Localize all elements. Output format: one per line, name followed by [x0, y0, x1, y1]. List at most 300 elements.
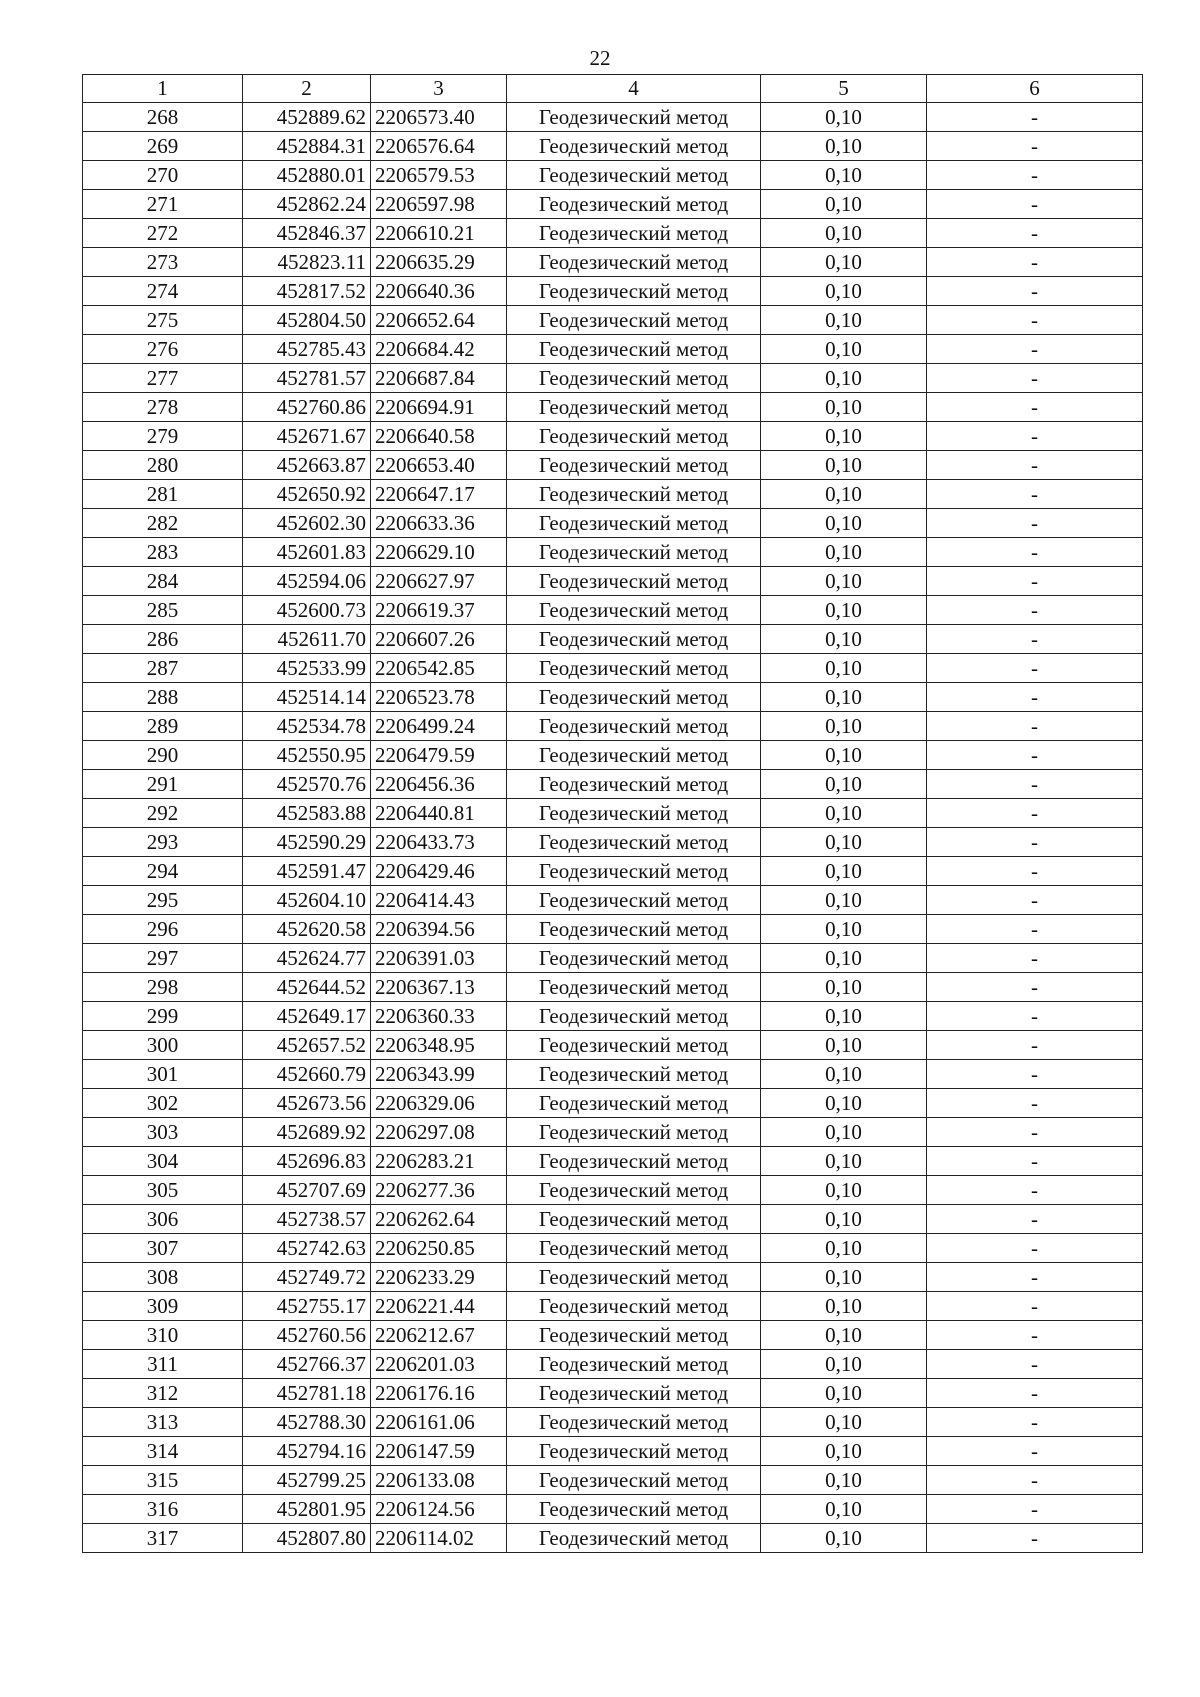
table-cell-col-6: -: [927, 1089, 1143, 1118]
table-row: [83, 799, 1143, 828]
table-cell-col-2: 452794.16: [243, 1437, 371, 1466]
table-cell-col-3: 2206652.64: [371, 306, 507, 335]
table-cell-col-6: -: [927, 335, 1143, 364]
table-cell-col-3: 2206640.36: [371, 277, 507, 306]
table-cell-col-2: 452657.52: [243, 1031, 371, 1060]
table-cell-col-4: Геодезический метод: [507, 1234, 761, 1263]
table-cell-col-5: 0,10: [761, 1292, 927, 1321]
table-cell-col-1: 280: [83, 451, 243, 480]
table-cell-col-5: 0,10: [761, 1060, 927, 1089]
table-cell-col-5: 0,10: [761, 654, 927, 683]
table-cell-col-3: 2206694.91: [371, 393, 507, 422]
table-cell-col-6: -: [927, 1495, 1143, 1524]
table-cell-col-5: 0,10: [761, 161, 927, 190]
column-header-5: 5: [761, 75, 927, 103]
table-cell-col-5: 0,10: [761, 1002, 927, 1031]
table-cell-col-4: Геодезический метод: [507, 509, 761, 538]
table-cell-col-6: -: [927, 944, 1143, 973]
table-cell-col-5: 0,10: [761, 741, 927, 770]
table-cell-col-3: 2206429.46: [371, 857, 507, 886]
table-cell-col-6: -: [927, 538, 1143, 567]
table-cell-col-1: 296: [83, 915, 243, 944]
table-cell-col-2: 452801.95: [243, 1495, 371, 1524]
table-header: [83, 75, 1143, 103]
table-cell-col-5: 0,10: [761, 393, 927, 422]
table-cell-col-1: 290: [83, 741, 243, 770]
table-cell-col-6: -: [927, 1176, 1143, 1205]
table-cell-col-2: 452591.47: [243, 857, 371, 886]
table-cell-col-5: 0,10: [761, 625, 927, 654]
table-cell-col-6: -: [927, 1002, 1143, 1031]
table-cell-col-6: -: [927, 596, 1143, 625]
column-header-1: 1: [83, 75, 243, 103]
table-row: [83, 1495, 1143, 1524]
table-cell-col-4: Геодезический метод: [507, 1118, 761, 1147]
table-cell-col-1: 282: [83, 509, 243, 538]
table-cell-col-1: 313: [83, 1408, 243, 1437]
table-cell-col-5: 0,10: [761, 1408, 927, 1437]
table-cell-col-5: 0,10: [761, 1176, 927, 1205]
table-cell-col-4: Геодезический метод: [507, 1379, 761, 1408]
header-row: [83, 75, 1143, 103]
table-cell-col-4: Геодезический метод: [507, 1031, 761, 1060]
table-cell-col-6: -: [927, 741, 1143, 770]
table-cell-col-2: 452550.95: [243, 741, 371, 770]
table-cell-col-5: 0,10: [761, 422, 927, 451]
table-cell-col-1: 294: [83, 857, 243, 886]
table-cell-col-6: -: [927, 1379, 1143, 1408]
table-cell-col-3: 2206635.29: [371, 248, 507, 277]
table-cell-col-1: 311: [83, 1350, 243, 1379]
table-row: [83, 1147, 1143, 1176]
table-row: [83, 132, 1143, 161]
table-cell-col-2: 452760.56: [243, 1321, 371, 1350]
table-cell-col-6: -: [927, 103, 1143, 132]
table-cell-col-1: 286: [83, 625, 243, 654]
table-cell-col-1: 297: [83, 944, 243, 973]
table-row: [83, 1089, 1143, 1118]
table-cell-col-2: 452880.01: [243, 161, 371, 190]
table-cell-col-4: Геодезический метод: [507, 799, 761, 828]
table-cell-col-2: 452570.76: [243, 770, 371, 799]
table-cell-col-2: 452823.11: [243, 248, 371, 277]
table-cell-col-4: Геодезический метод: [507, 625, 761, 654]
column-header-3: 3: [371, 75, 507, 103]
table-cell-col-2: 452590.29: [243, 828, 371, 857]
table-cell-col-5: 0,10: [761, 712, 927, 741]
table-cell-col-6: -: [927, 1118, 1143, 1147]
table-cell-col-5: 0,10: [761, 364, 927, 393]
table-cell-col-6: -: [927, 1147, 1143, 1176]
table-cell-col-3: 2206433.73: [371, 828, 507, 857]
table-cell-col-3: 2206653.40: [371, 451, 507, 480]
column-header-2: 2: [243, 75, 371, 103]
table-row: [83, 1234, 1143, 1263]
table-cell-col-4: Геодезический метод: [507, 567, 761, 596]
table-cell-col-3: 2206201.03: [371, 1350, 507, 1379]
table-cell-col-5: 0,10: [761, 451, 927, 480]
table-cell-col-2: 452799.25: [243, 1466, 371, 1495]
table-cell-col-5: 0,10: [761, 799, 927, 828]
table-cell-col-5: 0,10: [761, 1466, 927, 1495]
table-cell-col-1: 308: [83, 1263, 243, 1292]
table-cell-col-1: 271: [83, 190, 243, 219]
table-cell-col-5: 0,10: [761, 915, 927, 944]
table-cell-col-6: -: [927, 306, 1143, 335]
table-row: [83, 1205, 1143, 1234]
table-cell-col-2: 452644.52: [243, 973, 371, 1002]
table-cell-col-2: 452862.24: [243, 190, 371, 219]
table-cell-col-2: 452846.37: [243, 219, 371, 248]
table-row: [83, 1524, 1143, 1553]
table-cell-col-5: 0,10: [761, 828, 927, 857]
table-row: [83, 393, 1143, 422]
table-cell-col-3: 2206277.36: [371, 1176, 507, 1205]
table-cell-col-1: 284: [83, 567, 243, 596]
table-cell-col-5: 0,10: [761, 1321, 927, 1350]
table-cell-col-3: 2206499.24: [371, 712, 507, 741]
table-row: [83, 538, 1143, 567]
table-row: [83, 915, 1143, 944]
table-row: [83, 219, 1143, 248]
table-row: [83, 1176, 1143, 1205]
table-cell-col-5: 0,10: [761, 538, 927, 567]
table-cell-col-5: 0,10: [761, 1495, 927, 1524]
table-cell-col-3: 2206176.16: [371, 1379, 507, 1408]
table-cell-col-3: 2206629.10: [371, 538, 507, 567]
table-cell-col-5: 0,10: [761, 103, 927, 132]
table-cell-col-4: Геодезический метод: [507, 683, 761, 712]
table-cell-col-5: 0,10: [761, 132, 927, 161]
table-cell-col-4: Геодезический метод: [507, 1350, 761, 1379]
table-cell-col-2: 452594.06: [243, 567, 371, 596]
table-cell-col-6: -: [927, 799, 1143, 828]
table-cell-col-3: 2206329.06: [371, 1089, 507, 1118]
table-cell-col-2: 452604.10: [243, 886, 371, 915]
table-cell-col-3: 2206523.78: [371, 683, 507, 712]
table-cell-col-3: 2206479.59: [371, 741, 507, 770]
table-cell-col-1: 302: [83, 1089, 243, 1118]
table-cell-col-6: -: [927, 393, 1143, 422]
table-cell-col-1: 289: [83, 712, 243, 741]
table-cell-col-1: 274: [83, 277, 243, 306]
table-cell-col-5: 0,10: [761, 190, 927, 219]
table-cell-col-2: 452742.63: [243, 1234, 371, 1263]
table-cell-col-4: Геодезический метод: [507, 306, 761, 335]
table-cell-col-2: 452650.92: [243, 480, 371, 509]
column-header-6: 6: [927, 75, 1143, 103]
table-cell-col-2: 452649.17: [243, 1002, 371, 1031]
table-cell-col-1: 315: [83, 1466, 243, 1495]
table-cell-col-6: -: [927, 1234, 1143, 1263]
table-cell-col-3: 2206633.36: [371, 509, 507, 538]
table-cell-col-4: Геодезический метод: [507, 1089, 761, 1118]
table-cell-col-5: 0,10: [761, 886, 927, 915]
table-row: [83, 335, 1143, 364]
table-cell-col-1: 281: [83, 480, 243, 509]
table-cell-col-5: 0,10: [761, 857, 927, 886]
table-cell-col-6: -: [927, 248, 1143, 277]
table-row: [83, 161, 1143, 190]
table-row: [83, 683, 1143, 712]
table-cell-col-3: 2206283.21: [371, 1147, 507, 1176]
table-cell-col-2: 452889.62: [243, 103, 371, 132]
table-cell-col-5: 0,10: [761, 480, 927, 509]
table-cell-col-4: Геодезический метод: [507, 1205, 761, 1234]
table-cell-col-3: 2206684.42: [371, 335, 507, 364]
table-row: [83, 886, 1143, 915]
table-row: [83, 1321, 1143, 1350]
table-cell-col-3: 2206627.97: [371, 567, 507, 596]
table-row: [83, 364, 1143, 393]
table-cell-col-1: 292: [83, 799, 243, 828]
table-body: [83, 103, 1143, 1553]
table-cell-col-6: -: [927, 1437, 1143, 1466]
table-row: [83, 480, 1143, 509]
table-cell-col-5: 0,10: [761, 335, 927, 364]
table-cell-col-4: Геодезический метод: [507, 364, 761, 393]
table-cell-col-4: Геодезический метод: [507, 1002, 761, 1031]
table-cell-col-1: 273: [83, 248, 243, 277]
table-cell-col-1: 283: [83, 538, 243, 567]
table-cell-col-1: 279: [83, 422, 243, 451]
table-cell-col-6: -: [927, 654, 1143, 683]
table-cell-col-5: 0,10: [761, 596, 927, 625]
table-cell-col-4: Геодезический метод: [507, 712, 761, 741]
table-cell-col-6: -: [927, 683, 1143, 712]
table-cell-col-2: 452760.86: [243, 393, 371, 422]
table-cell-col-2: 452600.73: [243, 596, 371, 625]
table-cell-col-3: 2206619.37: [371, 596, 507, 625]
table-cell-col-1: 293: [83, 828, 243, 857]
table-cell-col-5: 0,10: [761, 944, 927, 973]
table-cell-col-2: 452663.87: [243, 451, 371, 480]
table-cell-col-2: 452766.37: [243, 1350, 371, 1379]
table-cell-col-6: -: [927, 1205, 1143, 1234]
table-cell-col-5: 0,10: [761, 1234, 927, 1263]
table-cell-col-2: 452673.56: [243, 1089, 371, 1118]
table-row: [83, 654, 1143, 683]
table-cell-col-4: Геодезический метод: [507, 973, 761, 1002]
table-cell-col-2: 452583.88: [243, 799, 371, 828]
table-cell-col-6: -: [927, 1060, 1143, 1089]
table-row: [83, 857, 1143, 886]
table-cell-col-4: Геодезический метод: [507, 190, 761, 219]
table-cell-col-1: 305: [83, 1176, 243, 1205]
table-cell-col-2: 452611.70: [243, 625, 371, 654]
table-cell-col-4: Геодезический метод: [507, 1263, 761, 1292]
table-cell-col-3: 2206579.53: [371, 161, 507, 190]
table-cell-col-3: 2206343.99: [371, 1060, 507, 1089]
table-cell-col-3: 2206573.40: [371, 103, 507, 132]
table-cell-col-1: 275: [83, 306, 243, 335]
table-cell-col-6: -: [927, 509, 1143, 538]
table-row: [83, 190, 1143, 219]
table-cell-col-2: 452807.80: [243, 1524, 371, 1553]
table-cell-col-3: 2206297.08: [371, 1118, 507, 1147]
table-row: [83, 828, 1143, 857]
table-cell-col-1: 304: [83, 1147, 243, 1176]
table-cell-col-5: 0,10: [761, 277, 927, 306]
table-cell-col-4: Геодезический метод: [507, 422, 761, 451]
table-cell-col-4: Геодезический метод: [507, 1176, 761, 1205]
table-cell-col-1: 276: [83, 335, 243, 364]
table-cell-col-6: -: [927, 480, 1143, 509]
table-cell-col-4: Геодезический метод: [507, 132, 761, 161]
table-cell-col-5: 0,10: [761, 509, 927, 538]
table-cell-col-5: 0,10: [761, 219, 927, 248]
table-cell-col-4: Геодезический метод: [507, 1408, 761, 1437]
table-cell-col-1: 287: [83, 654, 243, 683]
table-cell-col-4: Геодезический метод: [507, 770, 761, 799]
table-cell-col-2: 452884.31: [243, 132, 371, 161]
table-cell-col-4: Геодезический метод: [507, 103, 761, 132]
table-cell-col-2: 452601.83: [243, 538, 371, 567]
table-row: [83, 1031, 1143, 1060]
table-cell-col-1: 314: [83, 1437, 243, 1466]
table-cell-col-4: Геодезический метод: [507, 1437, 761, 1466]
table-cell-col-5: 0,10: [761, 1350, 927, 1379]
table-cell-col-3: 2206147.59: [371, 1437, 507, 1466]
table-cell-col-4: Геодезический метод: [507, 393, 761, 422]
table-cell-col-6: -: [927, 422, 1143, 451]
table-cell-col-5: 0,10: [761, 1437, 927, 1466]
table-cell-col-2: 452660.79: [243, 1060, 371, 1089]
table-cell-col-4: Геодезический метод: [507, 857, 761, 886]
table-row: [83, 1408, 1143, 1437]
table-cell-col-3: 2206221.44: [371, 1292, 507, 1321]
table-cell-col-5: 0,10: [761, 1089, 927, 1118]
table-cell-col-2: 452624.77: [243, 944, 371, 973]
table-cell-col-2: 452534.78: [243, 712, 371, 741]
table-row: [83, 1002, 1143, 1031]
table-cell-col-2: 452689.92: [243, 1118, 371, 1147]
table-cell-col-3: 2206348.95: [371, 1031, 507, 1060]
table-cell-col-6: -: [927, 770, 1143, 799]
table-cell-col-2: 452781.57: [243, 364, 371, 393]
table-cell-col-1: 278: [83, 393, 243, 422]
table-cell-col-1: 268: [83, 103, 243, 132]
table-cell-col-6: -: [927, 1263, 1143, 1292]
table-cell-col-3: 2206212.67: [371, 1321, 507, 1350]
table-cell-col-4: Геодезический метод: [507, 538, 761, 567]
table-cell-col-6: -: [927, 828, 1143, 857]
table-cell-col-5: 0,10: [761, 1379, 927, 1408]
table-cell-col-4: Геодезический метод: [507, 886, 761, 915]
table-cell-col-5: 0,10: [761, 306, 927, 335]
table-cell-col-6: -: [927, 132, 1143, 161]
table-cell-col-5: 0,10: [761, 1118, 927, 1147]
table-cell-col-4: Геодезический метод: [507, 451, 761, 480]
table-row: [83, 248, 1143, 277]
table-cell-col-4: Геодезический метод: [507, 1321, 761, 1350]
column-header-4: 4: [507, 75, 761, 103]
table-cell-col-6: -: [927, 886, 1143, 915]
table-cell-col-4: Геодезический метод: [507, 277, 761, 306]
table-row: [83, 1060, 1143, 1089]
table-row: [83, 625, 1143, 654]
table-cell-col-4: Геодезический метод: [507, 741, 761, 770]
table-cell-col-4: Геодезический метод: [507, 944, 761, 973]
table-cell-col-3: 2206647.17: [371, 480, 507, 509]
table-cell-col-5: 0,10: [761, 567, 927, 596]
table-cell-col-1: 298: [83, 973, 243, 1002]
table-row: [83, 1118, 1143, 1147]
table-cell-col-5: 0,10: [761, 770, 927, 799]
table-cell-col-3: 2206640.58: [371, 422, 507, 451]
table-row: [83, 422, 1143, 451]
table-cell-col-1: 306: [83, 1205, 243, 1234]
table-cell-col-6: -: [927, 219, 1143, 248]
table-row: [83, 770, 1143, 799]
table-cell-col-2: 452514.14: [243, 683, 371, 712]
table-cell-col-6: -: [927, 567, 1143, 596]
table-cell-col-5: 0,10: [761, 1031, 927, 1060]
table-cell-col-6: -: [927, 625, 1143, 654]
table-cell-col-4: Геодезический метод: [507, 480, 761, 509]
table-cell-col-5: 0,10: [761, 1147, 927, 1176]
table-cell-col-1: 300: [83, 1031, 243, 1060]
table-cell-col-2: 452707.69: [243, 1176, 371, 1205]
table-cell-col-6: -: [927, 1524, 1143, 1553]
table-cell-col-6: -: [927, 1408, 1143, 1437]
table-row: [83, 451, 1143, 480]
table-cell-col-1: 301: [83, 1060, 243, 1089]
table-row: [83, 1437, 1143, 1466]
table-cell-col-6: -: [927, 1031, 1143, 1060]
table-cell-col-1: 309: [83, 1292, 243, 1321]
table-row: [83, 567, 1143, 596]
table-cell-col-2: 452785.43: [243, 335, 371, 364]
table-cell-col-5: 0,10: [761, 1524, 927, 1553]
table-cell-col-2: 452696.83: [243, 1147, 371, 1176]
table-cell-col-3: 2206360.33: [371, 1002, 507, 1031]
table-row: [83, 944, 1143, 973]
table-cell-col-6: -: [927, 1321, 1143, 1350]
table-cell-col-5: 0,10: [761, 1263, 927, 1292]
table-cell-col-5: 0,10: [761, 973, 927, 1002]
table-cell-col-4: Геодезический метод: [507, 335, 761, 364]
table-cell-col-6: -: [927, 1292, 1143, 1321]
table-cell-col-1: 299: [83, 1002, 243, 1031]
table-cell-col-3: 2206607.26: [371, 625, 507, 654]
table-cell-col-2: 452533.99: [243, 654, 371, 683]
table-cell-col-1: 285: [83, 596, 243, 625]
table-cell-col-1: 291: [83, 770, 243, 799]
table-row: [83, 1379, 1143, 1408]
table-row: [83, 1350, 1143, 1379]
table-cell-col-2: 452781.18: [243, 1379, 371, 1408]
table-cell-col-6: -: [927, 857, 1143, 886]
table-cell-col-4: Геодезический метод: [507, 596, 761, 625]
table-row: [83, 596, 1143, 625]
table-cell-col-3: 2206114.02: [371, 1524, 507, 1553]
table-cell-col-4: Геодезический метод: [507, 1147, 761, 1176]
table-cell-col-2: 452602.30: [243, 509, 371, 538]
table-cell-col-6: -: [927, 973, 1143, 1002]
table-cell-col-1: 272: [83, 219, 243, 248]
table-cell-col-6: -: [927, 1466, 1143, 1495]
table-cell-col-4: Геодезический метод: [507, 915, 761, 944]
table-cell-col-3: 2206687.84: [371, 364, 507, 393]
table-cell-col-2: 452804.50: [243, 306, 371, 335]
table-cell-col-4: Геодезический метод: [507, 828, 761, 857]
table-cell-col-1: 316: [83, 1495, 243, 1524]
table-cell-col-1: 295: [83, 886, 243, 915]
table-cell-col-4: Геодезический метод: [507, 1466, 761, 1495]
table-cell-col-3: 2206124.56: [371, 1495, 507, 1524]
table-cell-col-1: 270: [83, 161, 243, 190]
